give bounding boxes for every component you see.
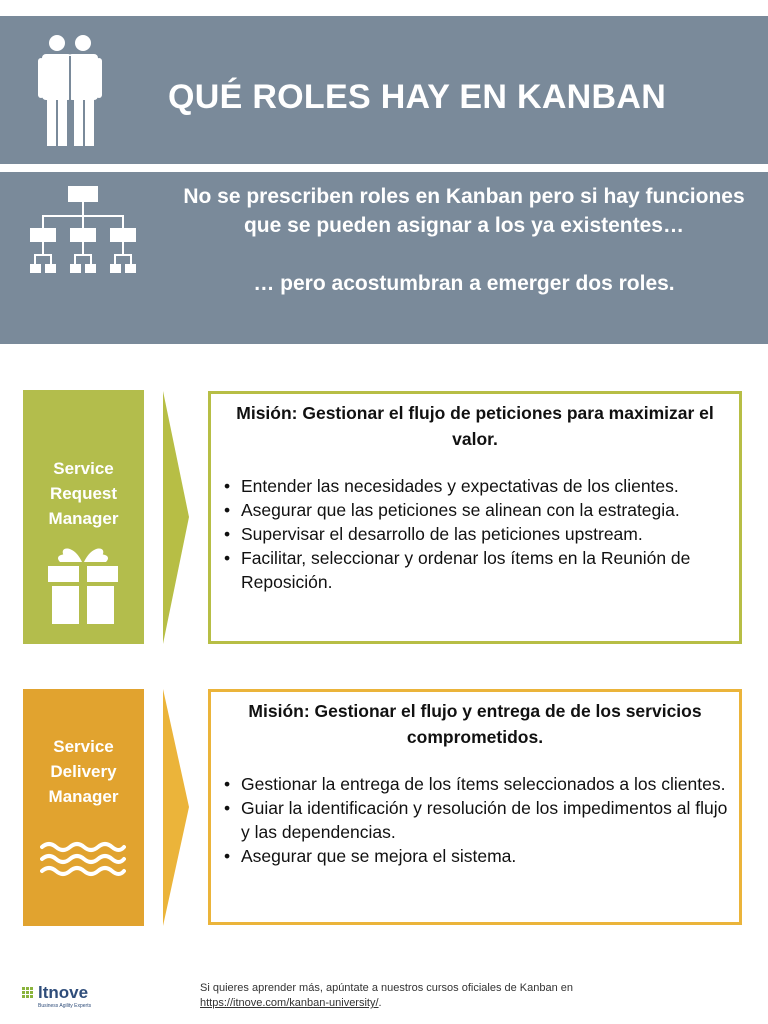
footer-period: . bbox=[378, 997, 382, 1009]
role-label-line: Service bbox=[53, 737, 114, 756]
org-chart-icon bbox=[28, 184, 138, 280]
subtitle-banner bbox=[0, 172, 768, 344]
list-item: • Asegurar que se mejora el sistema. bbox=[221, 844, 729, 868]
people-icon bbox=[38, 34, 104, 150]
logo-tagline: Business Agility Experts bbox=[38, 1003, 92, 1009]
role-label-line: Manager bbox=[48, 509, 119, 528]
role-label-line: Delivery bbox=[50, 762, 117, 781]
mission-list bbox=[221, 474, 729, 594]
arrow-right-icon bbox=[163, 689, 189, 926]
logo-wordmark: ltnove bbox=[38, 983, 89, 1002]
role-service-delivery-manager bbox=[23, 689, 144, 926]
list-item: • Supervisar el desarrollo de las peticiones upstream. bbox=[221, 522, 729, 546]
subtitle-line-2: … pero acostumbran a emerger dos roles. bbox=[253, 272, 675, 295]
company-logo bbox=[22, 983, 92, 1009]
subtitle-line-1: No se prescriben roles en Kanban pero si hay funciones que se pueden asignar a los ya existentes… bbox=[183, 185, 745, 237]
footer-text: Si quieres aprender más, apúntate a nuestros cursos oficiales de Kanban en bbox=[200, 982, 574, 994]
list-item: • Guiar la identificación y resolución de los impedimentos al flujo y las dependencias. bbox=[221, 796, 729, 844]
waves-icon bbox=[40, 841, 126, 877]
role-label bbox=[23, 456, 144, 531]
gift-icon bbox=[48, 542, 118, 626]
list-item: • Facilitar, seleccionar y ordenar los ítems en la Reunión de Reposición. bbox=[221, 546, 729, 594]
role-label bbox=[23, 734, 144, 809]
list-item: • Asegurar que las peticiones se alinean con la estrategia. bbox=[221, 498, 729, 522]
role-label-line: Manager bbox=[48, 787, 119, 806]
kanban-university-link[interactable]: https://itnove.com/kanban-university/ bbox=[200, 997, 379, 1009]
arrow-right-icon bbox=[163, 391, 189, 644]
mission-title: Misión: Gestionar el flujo y entrega de de los servicios comprometidos. bbox=[248, 701, 702, 747]
mission-title: Misión: Gestionar el flujo de peticiones para maximizar el valor. bbox=[236, 403, 714, 449]
mission-list bbox=[221, 772, 729, 868]
list-item: • Entender las necesidades y expectativas de los clientes. bbox=[221, 474, 729, 498]
page-title: QUÉ ROLES HAY EN KANBAN bbox=[168, 78, 667, 116]
role-label-line: Service bbox=[53, 459, 114, 478]
list-item: • Gestionar la entrega de los ítems seleccionados a los clientes. bbox=[221, 772, 729, 796]
mission-box-delivery bbox=[208, 689, 742, 925]
mission-box-request bbox=[208, 391, 742, 644]
role-service-request-manager bbox=[23, 390, 144, 644]
logo-grid-icon bbox=[22, 987, 36, 1001]
subtitle-text bbox=[180, 182, 748, 298]
title-banner bbox=[0, 16, 768, 164]
role-label-line: Request bbox=[49, 484, 118, 503]
footer-note bbox=[200, 981, 600, 1011]
